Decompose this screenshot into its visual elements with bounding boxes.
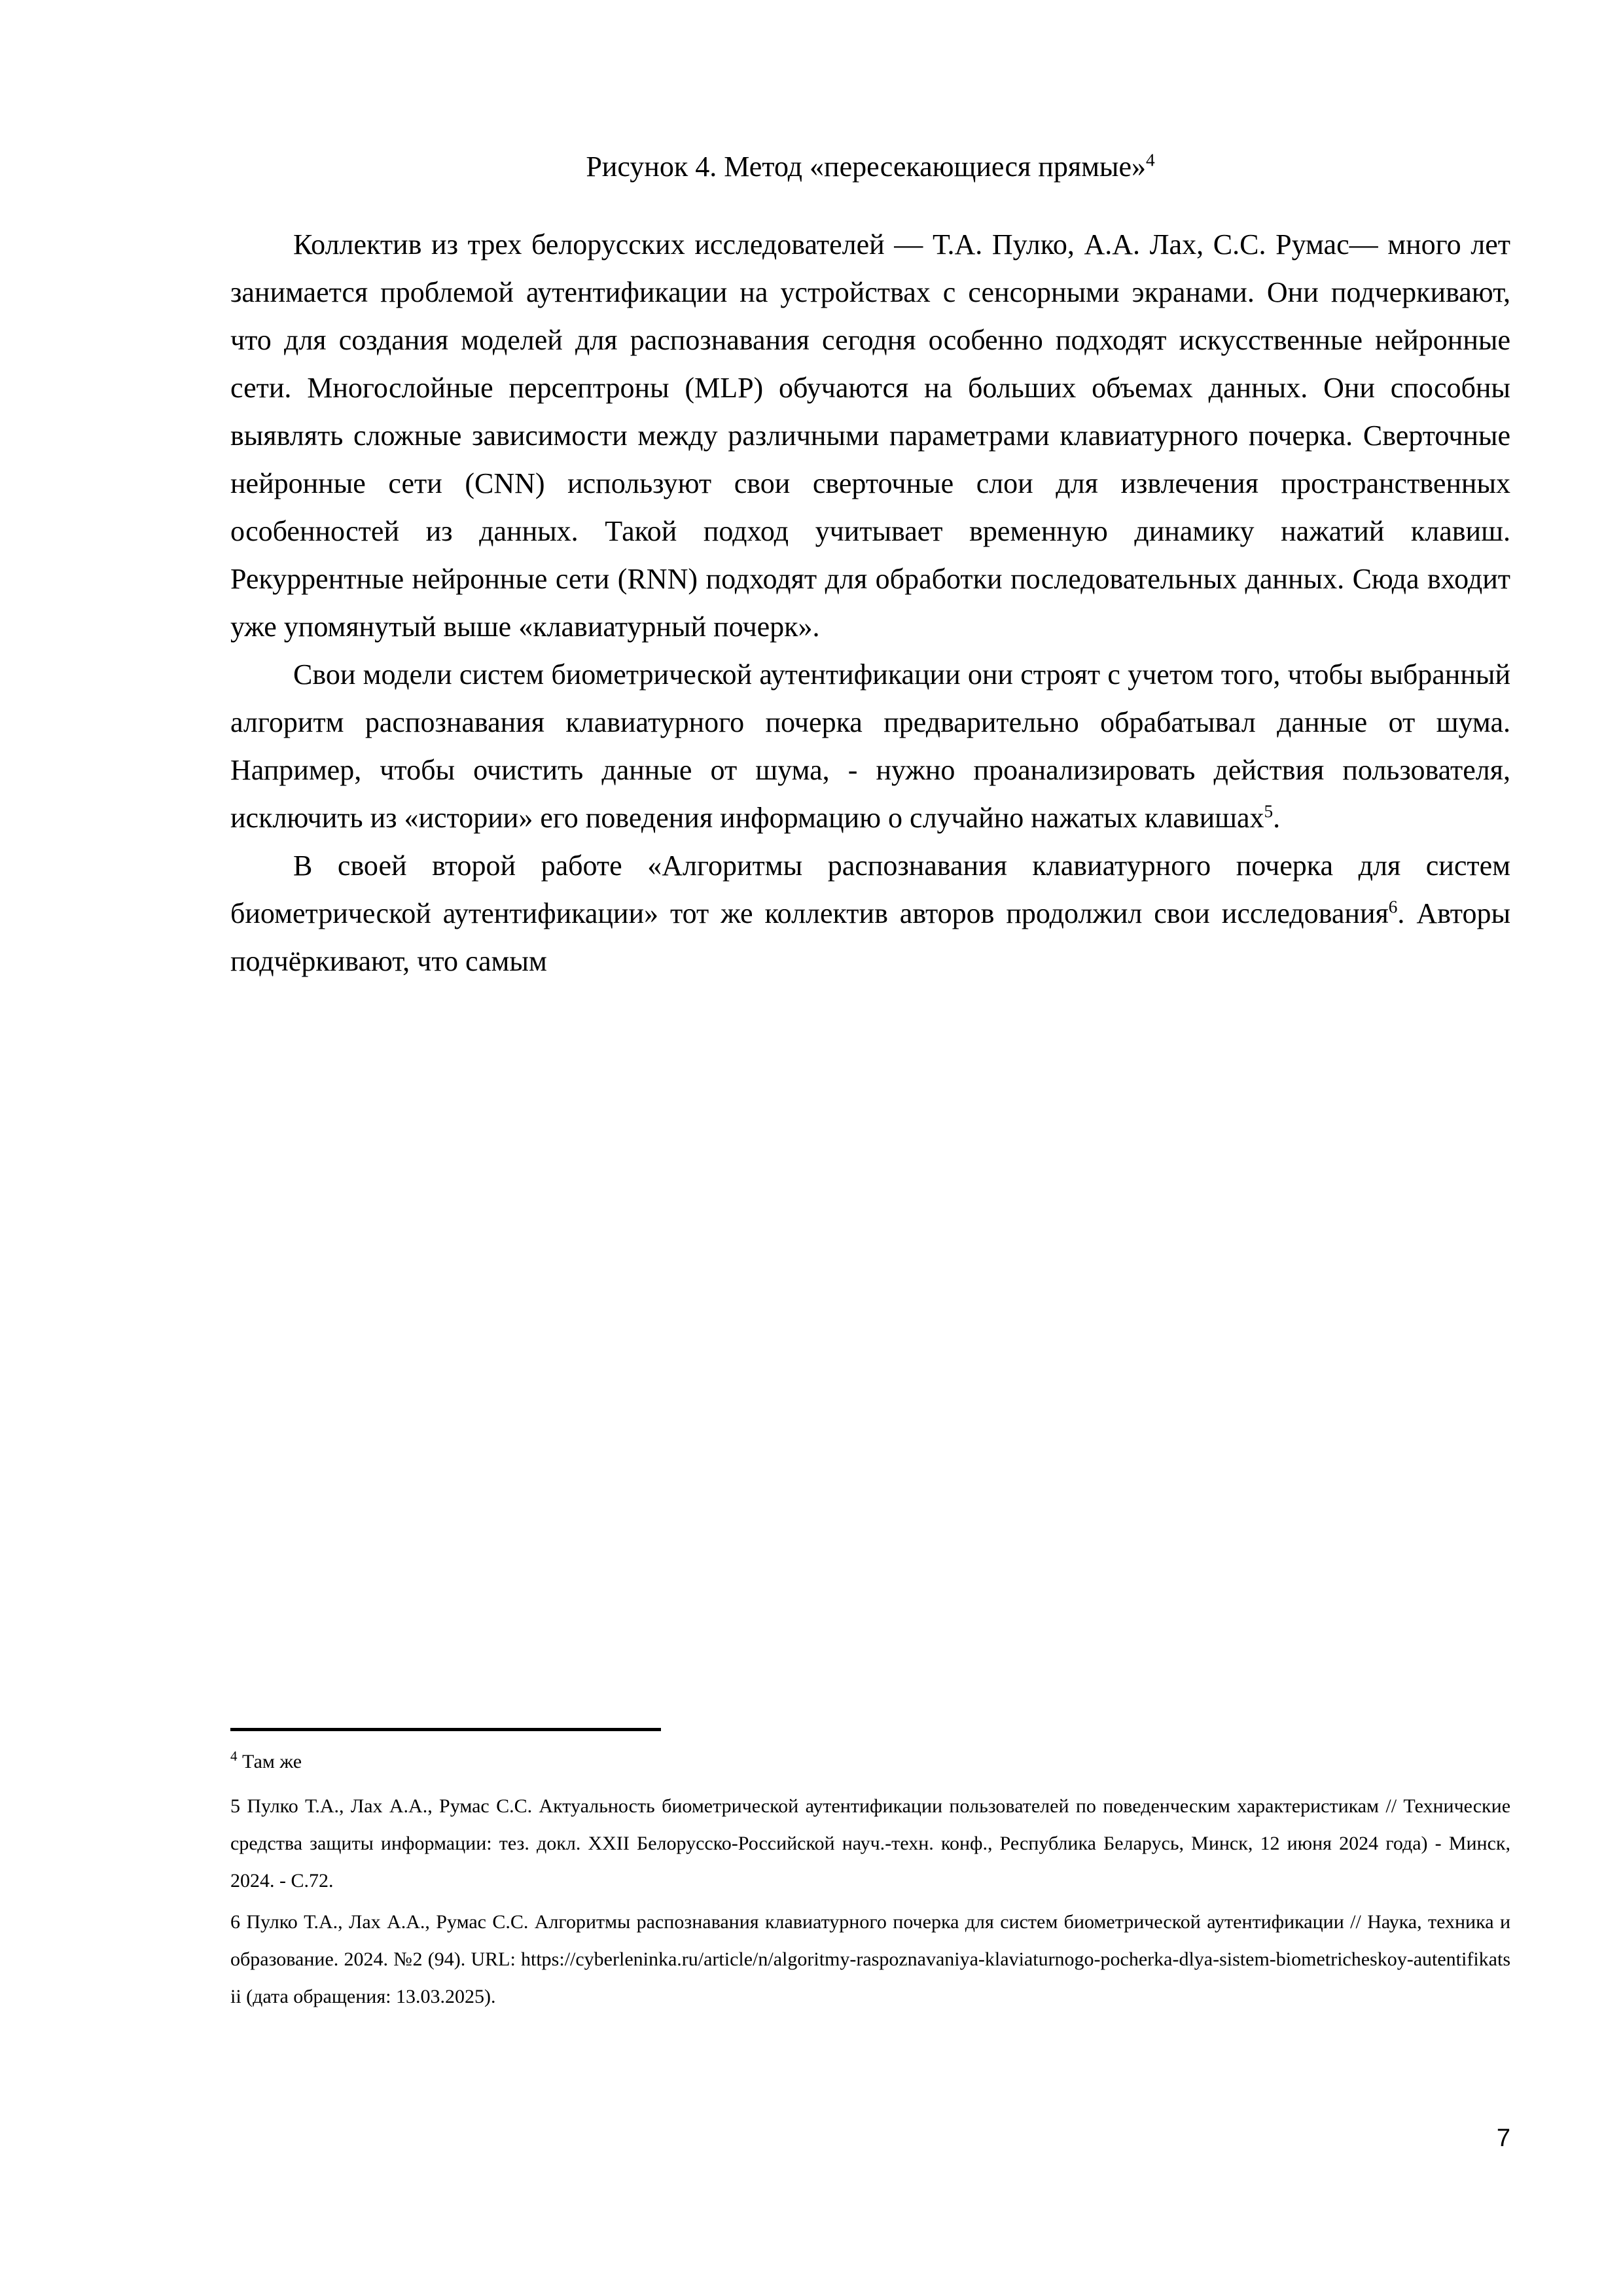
page-number: 7 [1496, 2125, 1510, 2152]
footnote-section [230, 1728, 1510, 2019]
footnote-6 [230, 1903, 1510, 2015]
paragraph-second-work-text-tail: . Авторы подчёркивают, что самым [230, 897, 1511, 977]
footnote-5 [230, 1787, 1510, 1899]
footnote-6-accessed: (дата обращения: 13.03.2025). [241, 1986, 496, 2007]
figure-caption [230, 151, 1510, 184]
paragraph-models [230, 651, 1510, 842]
footnote-5-text: Пулко Т.А., Лах А.А., Румас С.С. Актуальность биометрической аутентификации пользователей по поведенческим характеристикам // Технические средства защиты информации: тез. докл. XXII Белорусско-Российской науч.-техн. конф., Республика Беларусь, Минск, 12 июня 2024 года) - Минск, 2024. - С.72. [230, 1795, 1511, 1892]
paragraph-collective [230, 221, 1510, 651]
paragraph-second-work [230, 842, 1510, 985]
paragraph-second-work-text: В своей второй работе «Алгоритмы распознавания клавиатурного почерка для систем биометрической аутентификации» тот же коллектив авторов продолжил свои исследования [230, 849, 1510, 929]
footnote-5-marker: 5 [230, 1795, 240, 1817]
paragraph-models-footnote-marker: 5 [1264, 800, 1274, 821]
footnote-4 [230, 1746, 1510, 1778]
figure-caption-text: Рисунок 4. Метод «пересекающиеся прямые» [586, 151, 1147, 183]
footnote-4-text: Там же [242, 1751, 302, 1772]
footnote-4-marker: 4 [230, 1748, 238, 1764]
footnote-6-url[interactable]: https://cyberleninka.ru/article/n/algoritmy-raspoznavaniya-klaviaturnogo-pocherka-dlya-sistem-biometricheskoy-autentifikatsii [230, 1948, 1510, 2007]
footnote-6-text: Пулко Т.А., Лах А.А., Румас С.С. Алгоритмы распознавания клавиатурного почерка для систем биометрической аутентификации // Наука, техника и образование. 2024. №2 (94). URL: [230, 1911, 1510, 1970]
footnote-separator-rule [230, 1728, 661, 1731]
figure-caption-footnote-marker: 4 [1146, 150, 1155, 170]
paragraph-collective-text: Коллектив из трех белорусских исследователей — Т.А. Пулко, А.А. Лах, С.С. Румас— много лет занимается проблемой аутентификации на устройствах с сенсорными экранами. Они подчеркивают, что для создания моделей для распознавания сегодня особенно подходят искусственные нейронные сети. Многослойные персептроны (MLP) обучаются на больших объемах данных. Они способны выявлять сложные зависимости между различными параметрами клавиатурного почерка. Сверточные нейронные сети (CNN) используют свои сверточные слои для извлечения пространственных особенностей из данных. Такой подход учитывает временную динамику нажатий клавиш. Рекуррентные нейронные сети (RNN) подходят для обработки последовательных данных. Сюда входит уже упомянутый выше «клавиатурный почерк». [230, 228, 1510, 643]
paragraph-second-work-footnote-marker: 6 [1388, 896, 1398, 916]
paragraph-models-text-tail: . [1273, 801, 1281, 834]
paragraph-models-text: Свои модели систем биометрической аутентификации они строят с учетом того, чтобы выбранный алгоритм распознавания клавиатурного почерка предварительно обрабатывал данные от шума. Например, чтобы очистить данные от шума, - нужно проанализировать действия пользователя, исключить из «истории» его поведения информацию о случайно нажатых клавишах [230, 658, 1510, 834]
page-body [230, 151, 1510, 985]
footnote-6-marker: 6 [230, 1911, 240, 1933]
